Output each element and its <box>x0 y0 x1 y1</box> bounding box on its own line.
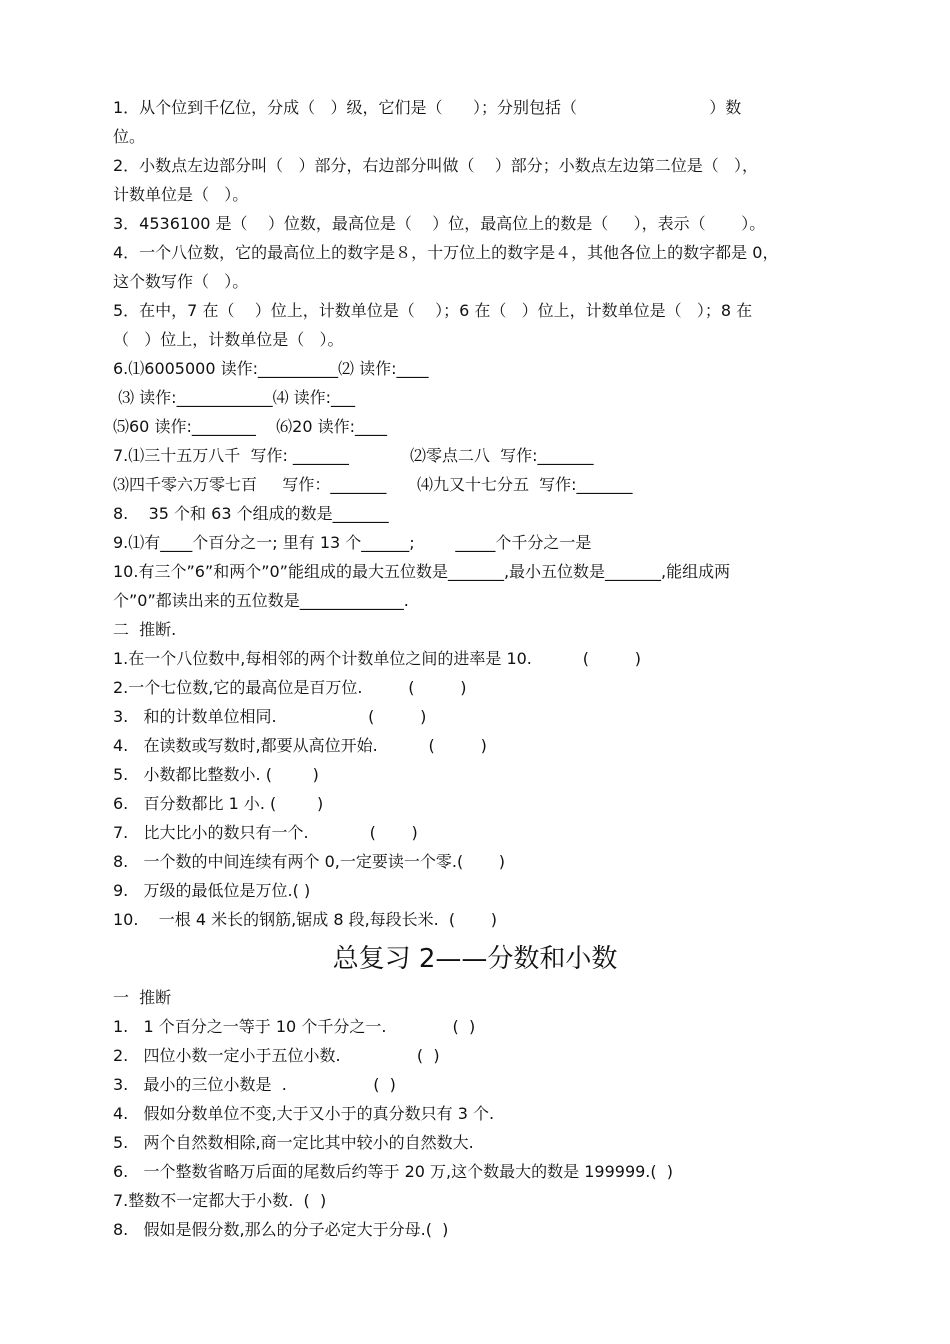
q1-2-line2: 计数单位是（ ）。 <box>113 185 249 204</box>
q1-10-line2: 个”0”都读出来的五位数是_____________. <box>113 591 409 610</box>
q1-5-line2: （ ）位上，计数单位是（ ）。 <box>113 330 344 349</box>
s2-item-3: 3. 最小的三位小数是 . ( ) <box>113 1075 396 1094</box>
q1-9-line: 9.⑴有____个百分之一; 里有 13 个______; _____个千分之一是 <box>113 533 592 552</box>
q1-6-line3: ⑸60 读作:________ ⑹20 读作:____ <box>113 417 388 436</box>
judge-item-5: 5. 小数都比整数小. ( ) <box>113 765 319 784</box>
s2-item-5: 5. 两个自然数相除,商一定比其中较小的自然数大. <box>113 1133 474 1152</box>
s2-item-2: 2. 四位小数一定小于五位小数. ( ) <box>113 1046 440 1065</box>
review-title: 总复习 2——分数和小数 <box>332 944 618 974</box>
q1-8-line: 8. 35 个和 63 个组成的数是_______ <box>113 504 389 523</box>
q1-4-line1: 4．一个八位数，它的最高位上的数字是８，十万位上的数字是４，其他各位上的数字都是 0， <box>113 243 779 262</box>
s2-item-1: 1. 1 个百分之一等于 10 个千分之一. ( ) <box>113 1017 476 1036</box>
judge-item-7: 7. 比大比小的数只有一个. ( ) <box>113 823 418 842</box>
section2-heading: 一 推断 <box>113 988 172 1007</box>
judge-item-3: 3. 和的计数单位相同. ( ) <box>113 707 427 726</box>
s2-item-4: 4. 假如分数单位不变,大于又小于的真分数只有 3 个. <box>113 1104 495 1123</box>
q1-6-line1: 6.⑴6005000 读作:__________⑵ 读作:____ <box>113 359 429 378</box>
q1-10-line1: 10.有三个”6”和两个”0”能组成的最大五位数是_______,最小五位数是_______,能组成两 <box>113 562 731 581</box>
s2-item-7: 7.整数不一定都大于小数. ( ) <box>113 1191 327 1210</box>
judge-item-6: 6. 百分数都比 1 小. ( ) <box>113 794 324 813</box>
q1-2-line1: 2．小数点左边部分叫（ ）部分，右边部分叫做（ ）部分；小数点左边第二位是（ ）， <box>113 156 759 175</box>
s2-item-8: 8. 假如是假分数,那么的分子必定大于分母.( ) <box>113 1220 449 1239</box>
judge-item-4: 4. 在读数或写数时,都要从高位开始. ( ) <box>113 736 487 755</box>
q1-1-line1: 1．从个位到千亿位，分成（ ）级，它们是（ ）；分别包括（ ）数 <box>113 98 742 117</box>
judge-item-9: 9. 万级的最低位是万位.( ) <box>113 881 311 900</box>
q1-1-line2: 位。 <box>113 127 146 146</box>
q1-3-line: 3．4536100 是（ ）位数，最高位是（ ）位，最高位上的数是（ ），表示（ ）。 <box>113 214 766 233</box>
s2-item-6: 6. 一个整数省略万后面的尾数后约等于 20 万,这个数最大的数是 199999.( ) <box>113 1162 674 1181</box>
q1-5-line1: 5．在中，7 在（ ）位上，计数单位是（ ）；6 在（ ）位上，计数单位是（ ）；8 在 <box>113 301 753 320</box>
judge-item-1: 1.在一个八位数中,每相邻的两个计数单位之间的进率是 10. ( ) <box>113 649 642 668</box>
q1-7-line1: 7.⑴三十五万八千 写作: _______ ⑵零点二八 写作:_______ <box>113 446 594 465</box>
q1-6-line2: ⑶ 读作:____________⑷ 读作:___ <box>113 388 356 407</box>
judge-item-10: 10. 一根 4 米长的钢筋,锯成 8 段,每段长米. ( ) <box>113 910 498 929</box>
q1-7-line2: ⑶四千零六万零七百 写作：_______ ⑷九又十七分五 写作:_______ <box>113 475 633 494</box>
section-heading-judge: 二 推断. <box>113 620 177 639</box>
judge-item-2: 2.一个七位数,它的最高位是百万位. ( ) <box>113 678 467 697</box>
judge-item-8: 8. 一个数的中间连续有两个 0,一定要读一个零.( ) <box>113 852 506 871</box>
q1-4-line2: 这个数写作（ ）。 <box>113 272 249 291</box>
